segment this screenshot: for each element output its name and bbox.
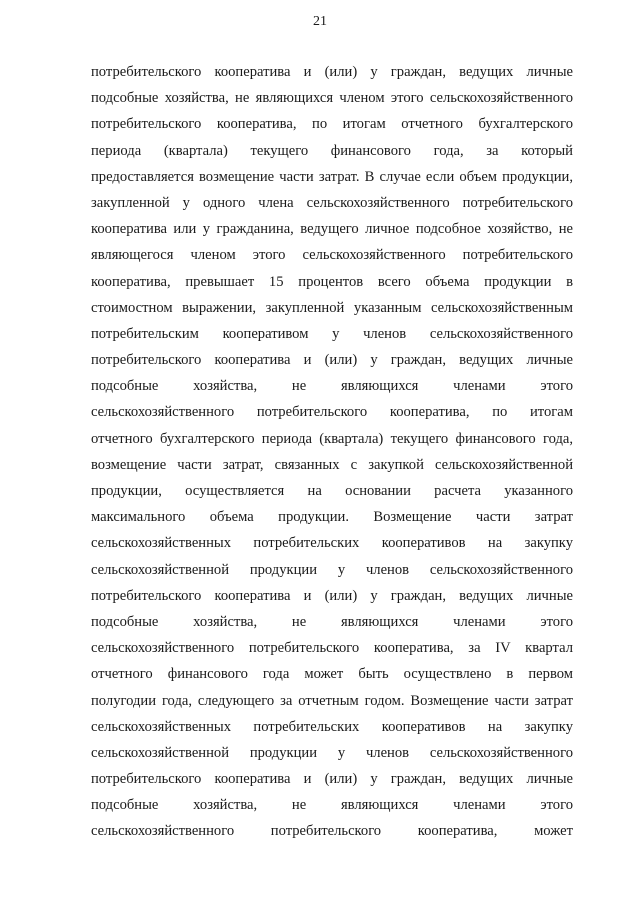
text-line: сельскохозяйственных потребительских кооперативов на закупку: [91, 718, 573, 735]
text-line: сельскохозяйственного потребительского кооператива, по итогам: [91, 404, 573, 421]
text-line: предоставляется возмещение части затрат. В случае если объем продукции,: [91, 168, 573, 185]
body-text: [91, 59, 573, 845]
text-line: подсобные хозяйства, не являющихся членами этого: [91, 613, 573, 630]
text-line: потребительского кооператива и (или) у граждан, ведущих личные: [91, 771, 573, 788]
text-line: сельскохозяйственных потребительских кооперативов на закупку: [91, 535, 573, 552]
text-line: подсобные хозяйства, не являющихся членами этого: [91, 378, 573, 395]
text-line: сельскохозяйственного потребительского кооператива, может: [91, 823, 573, 840]
text-line: подсобные хозяйства, не являющихся членами этого: [91, 797, 573, 814]
text-line: сельскохозяйственной продукции у членов сельскохозяйственного: [91, 744, 573, 761]
text-line: стоимостном выражении, закупленной указанным сельскохозяйственным: [91, 299, 573, 316]
text-line: потребительским кооперативом у членов сельскохозяйственного: [91, 325, 573, 342]
text-line: закупленной у одного члена сельскохозяйственного потребительского: [91, 194, 573, 211]
text-line: являющегося членом этого сельскохозяйственного потребительского: [91, 247, 573, 264]
text-line: полугодии года, следующего за отчетным годом. Возмещение части затрат: [91, 692, 573, 709]
text-line: потребительского кооператива и (или) у граждан, ведущих личные: [91, 64, 573, 80]
page-number: 21: [313, 14, 327, 29]
text-line: кооператива или у гражданина, ведущего личное подсобное хозяйство, не: [91, 221, 573, 238]
text-line: подсобные хозяйства, не являющихся членом этого сельскохозяйственного: [91, 90, 573, 107]
text-line: продукции, осуществляется на основании расчета указанного: [91, 483, 573, 499]
text-line: потребительского кооператива и (или) у граждан, ведущих личные: [91, 352, 573, 369]
text-line: потребительского кооператива и (или) у граждан, ведущих личные: [91, 587, 573, 604]
text-line: кооператива, превышает 15 процентов всего объема продукции в: [91, 273, 573, 290]
text-line: максимального объема продукции. Возмещение части затрат: [91, 509, 573, 526]
text-line: отчетного финансового года может быть осуществлено в первом: [91, 666, 573, 683]
text-line: сельскохозяйственной продукции у членов сельскохозяйственного: [91, 561, 573, 578]
text-line: сельскохозяйственного потребительского кооператива, за IV квартал: [91, 640, 573, 657]
text-line: отчетного бухгалтерского периода (квартала) текущего финансового года,: [91, 430, 573, 447]
text-line: потребительского кооператива, по итогам отчетного бухгалтерского: [91, 116, 573, 133]
text-line: периода (квартала) текущего финансового года, за который: [91, 142, 573, 159]
text-line: возмещение части затрат, связанных с закупкой сельскохозяйственной: [91, 456, 573, 473]
